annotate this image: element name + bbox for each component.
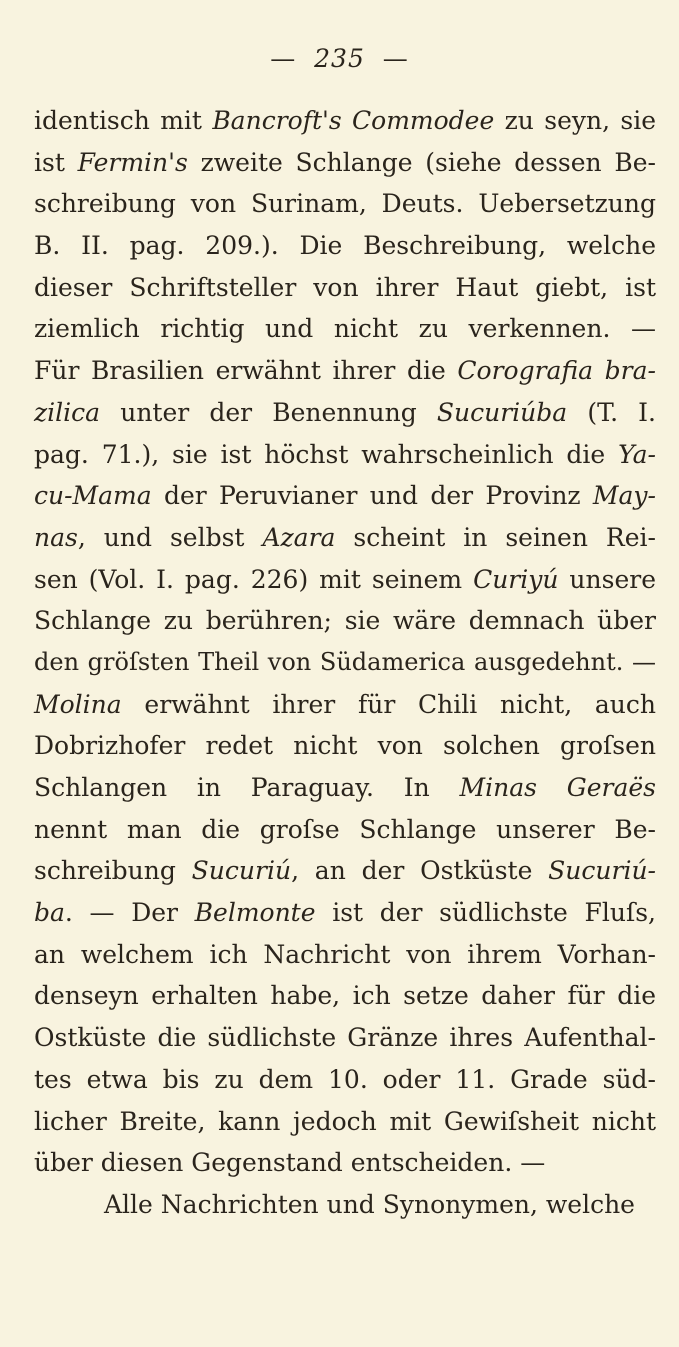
- text-run: unter der Benennung: [100, 397, 437, 427]
- italic-term: Azara: [262, 522, 336, 552]
- text-line: [34, 1184, 656, 1226]
- italic-term: Belmonte: [194, 898, 316, 928]
- text-line: [34, 767, 656, 809]
- text-line: [34, 809, 656, 851]
- italic-term: nas: [34, 522, 78, 552]
- italic-term: Minas Geraës: [459, 773, 656, 802]
- text-line: [34, 392, 656, 434]
- text-run: Ostküste die südlichste Gränze ihres Aufenthal-: [34, 1023, 656, 1053]
- italic-term: zilica: [34, 397, 101, 427]
- header-dash-left: —: [270, 44, 297, 73]
- text-line: [34, 142, 656, 184]
- text-line: [34, 684, 656, 726]
- text-run: nennt man die groſse Schlange unserer Be-: [34, 814, 656, 844]
- text-line: [34, 183, 656, 225]
- text-line: [34, 725, 656, 767]
- italic-term: Sucuriú-: [548, 856, 656, 886]
- text-line: [34, 975, 656, 1017]
- text-run: tes etwa bis zu dem 10. oder 11. Grade süd-: [34, 1064, 656, 1094]
- text-line: [34, 100, 656, 142]
- italic-term: Curiyú: [473, 564, 559, 594]
- text-line: [34, 1101, 656, 1143]
- text-run: (T. I.: [567, 397, 656, 427]
- text-run: , an der Ostküste: [291, 856, 549, 886]
- text-run: schreibung von Surinam, Deuts. Uebersetzung: [34, 189, 656, 219]
- text-run: Dobrizhofer redet nicht von solchen groſsen: [34, 731, 656, 761]
- text-run: pag. 71.), sie ist höchst wahrscheinlich die: [34, 439, 619, 469]
- italic-term: Molina: [34, 689, 122, 719]
- text-run: der Peruvianer und der Provinz: [151, 481, 593, 511]
- text-line: [34, 934, 656, 976]
- text-run: B. II. pag. 209.). Die Beschreibung, welche: [34, 231, 656, 261]
- text-run: scheint in seinen Rei-: [335, 522, 656, 552]
- italic-term: Ya-: [618, 439, 656, 469]
- text-body: [34, 100, 656, 1226]
- text-line: [34, 1017, 656, 1059]
- text-run: über diesen Gegenstand entscheiden. —: [34, 1148, 546, 1178]
- text-run: den gröſsten Theil von Südamerica ausgedehnt. —: [34, 647, 656, 676]
- text-line: [34, 892, 656, 934]
- italic-term: Sucuriúba: [436, 397, 568, 427]
- text-line: [34, 308, 656, 350]
- text-line: [34, 475, 656, 517]
- text-run: zu seyn, sie: [494, 106, 656, 135]
- text-line: [34, 1059, 656, 1101]
- text-line: [34, 642, 656, 684]
- text-run: schreibung: [34, 856, 192, 886]
- text-run: Für Brasilien erwähnt ihrer die: [34, 356, 458, 386]
- text-line: [34, 434, 656, 476]
- text-line: [34, 517, 656, 559]
- text-run: Alle Nachrichten und Synonymen, welche: [104, 1189, 635, 1219]
- text-run: licher Breite, kann jedoch mit Gewiſsheit nicht: [34, 1106, 656, 1136]
- italic-term: Bancroft's Commodee: [212, 106, 495, 135]
- text-run: denseyn erhalten habe, ich setze daher für die: [34, 981, 656, 1011]
- italic-term: Sucuriú: [191, 856, 292, 886]
- text-run: Schlangen in Paraguay. In: [34, 773, 460, 802]
- header-dash-right: —: [382, 44, 409, 73]
- italic-term: May-: [592, 481, 656, 511]
- text-line: [34, 850, 656, 892]
- page-number: 235: [314, 44, 365, 73]
- text-run: ist der südlichste Fluſs,: [315, 898, 656, 928]
- text-run: zweite Schlange (siehe dessen Be-: [187, 147, 656, 177]
- text-run: unsere: [558, 564, 656, 594]
- text-run: sen (Vol. I. pag. 226) mit seinem: [34, 564, 474, 594]
- text-run: ziemlich richtig und nicht zu verkennen. —: [34, 314, 656, 344]
- text-line: [34, 600, 656, 642]
- text-run: dieser Schriftsteller von ihrer Haut giebt, ist: [34, 272, 656, 302]
- text-run: erwähnt ihrer für Chili nicht, auch: [121, 689, 656, 719]
- text-run: Schlange zu berühren; sie wäre demnach über: [34, 606, 656, 636]
- text-line: [34, 1142, 656, 1184]
- text-line: [34, 350, 656, 392]
- text-run: identisch mit: [34, 106, 213, 135]
- text-run: an welchem ich Nachricht von ihrem Vorhan-: [34, 939, 656, 969]
- page-header: [0, 44, 679, 73]
- text-run: . — Der: [64, 898, 195, 928]
- italic-term: Corografia bra-: [457, 356, 656, 386]
- text-line: [34, 267, 656, 309]
- text-line: [34, 559, 656, 601]
- text-line: [34, 225, 656, 267]
- italic-term: ba: [34, 898, 65, 928]
- italic-term: cu-Mama: [34, 481, 152, 511]
- italic-term: Fermin's: [77, 147, 188, 177]
- text-run: , und selbst: [77, 522, 263, 552]
- text-run: ist: [34, 147, 78, 177]
